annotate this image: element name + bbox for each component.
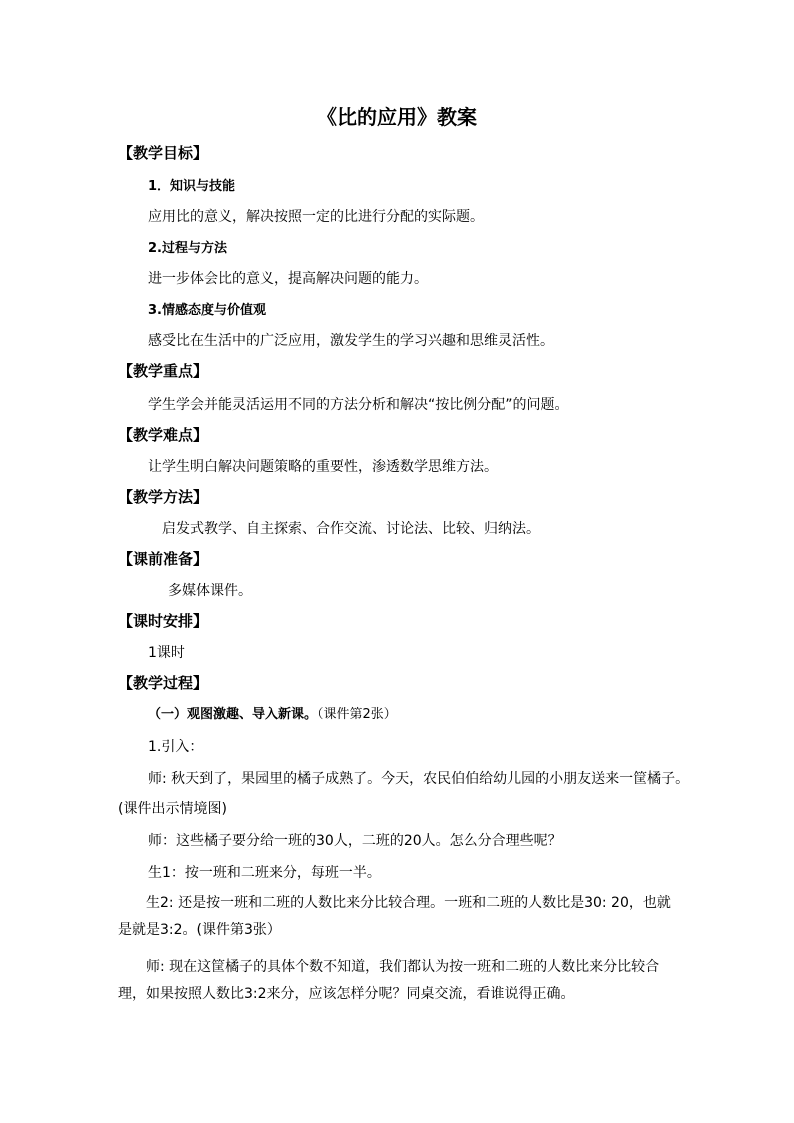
methods-heading: 【教学方法】 [118,488,209,506]
objective-1-text: 应用比的意义，解决按照一定的比进行分配的实际题。 [148,209,484,225]
objectives-heading: 【教学目标】 [118,144,209,162]
objective-1-title: 1．知识与技能 [148,179,236,194]
schedule-text: 1课时 [148,645,185,661]
objective-2-text: 进一步体会比的意义，提高解决问题的能力。 [148,271,428,287]
objective-2-title: 2.过程与方法 [148,241,227,256]
process-heading: 【教学过程】 [118,674,209,692]
key-points-heading: 【教学重点】 [118,362,209,380]
page-title: 《比的应用》教案 [317,105,477,129]
paragraph-1-continued: (课件出示情境图) [118,801,227,817]
preparation-text: 多媒体课件。 [168,583,252,599]
preparation-heading: 【课前准备】 [118,550,209,568]
paragraph-1: 师: 秋天到了，果园里的橘子成熟了。今天，农民伯伯给幼儿园的小朋友送来一筐橘子。 [148,771,690,787]
schedule-heading: 【课时安排】 [118,612,209,630]
paragraph-5: 师: 现在这筐橘子的具体个数不知道，我们都认为按一班和二班的人数比来分比较合理，如果按照人数比3:2来分，应该怎样分呢？同桌交流，看谁说得正确。 [118,959,660,1002]
paragraph-2: 师：这些橘子要分给一班的30人，二班的20人。怎么分合理些呢？ [148,833,562,849]
objective-3-text: 感受比在生活中的广泛应用，激发学生的学习兴趣和思维灵活性。 [148,333,554,349]
step-1-title: （一）观图激趣、导入新课。 [148,707,318,722]
difficulties-heading: 【教学难点】 [118,426,209,444]
difficulties-text: 让学生明白解决问题策略的重要性，渗透数学思维方法。 [148,459,498,475]
paragraph-3: 生1：按一班和二班来分，每班一半。 [148,865,381,881]
methods-text: 启发式教学、自主探索、合作交流、讨论法、比较、归纳法。 [162,521,540,537]
step-1-note: （课件第2张） [317,707,397,722]
paragraph-4: 生2: 还是按一班和二班的人数比来分比较合理。一班和二班的人数比是30: 20，也就是就是3:2。(课件第3张） [118,895,671,938]
key-points-text: 学生学会并能灵活运用不同的方法分析和解决“按比例分配”的问题。 [148,397,569,413]
intro-label: 1.引入： [148,739,204,755]
step-1-line [148,706,397,724]
objective-3-title: 3.情感态度与价值观 [148,303,266,318]
